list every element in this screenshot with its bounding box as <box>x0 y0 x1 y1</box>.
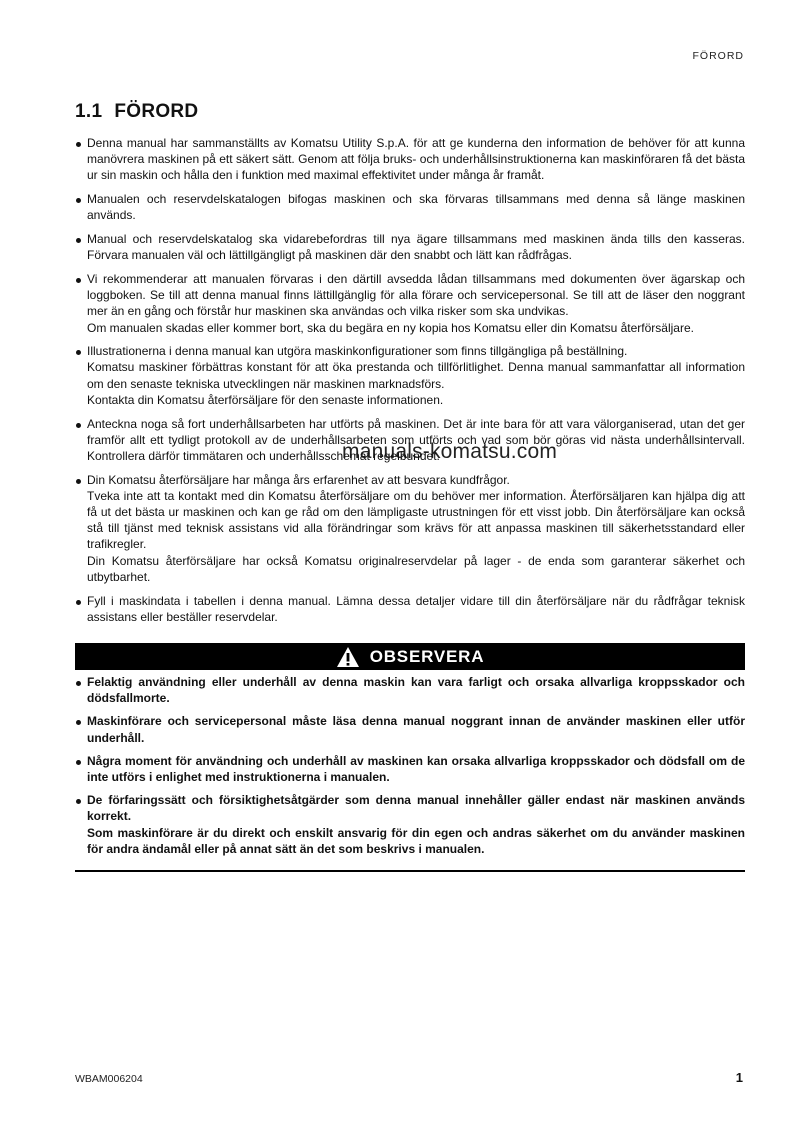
list-item <box>75 472 745 585</box>
paragraph-line: Kontakta din Komatsu återförsäljare för den senaste informationen. <box>87 392 444 407</box>
paragraph-line: Vi rekommenderar att manualen förvaras i den därtill avsedda lådan tillsammans med dokumenten över ägarskap och loggboken. Se till att denna manual finns lättillgänglig för alla förare och servicepersonal. Se till att de läser den noggrant mer än en gång och förstår hur maskinen ska användas och vilka risker som ska undvikas. <box>87 271 745 319</box>
paragraph-line: Tveka inte att ta kontakt med din Komatsu återförsäljare om du behöver mer information. Återförsäljaren kan hjälpa dig att få ut det bästa ur maskinen och kan ge råd om den lämpligaste utrustningen för ett visst jobb. Din återförsäljare kan också stå till tjänst med teknisk assistans vid alla förändringar som krävs för att anpassa maskinen till säkerhetsstandard eller trafikregler. <box>87 488 745 552</box>
section-title-text: FÖRORD <box>114 101 199 122</box>
paragraph-line: Om manualen skadas eller kommer bort, ska du begära en ny kopia hos Komatsu eller din Komatsu återförsäljare. <box>87 320 694 335</box>
watermark: manuals-komatsu.com <box>342 440 558 463</box>
paragraph-line: Denna manual har sammanställts av Komatsu Utility S.p.A. för att ge kunderna den information de behöver för att kunna manövrera maskinen på ett säkert sätt. Genom att följa bruks- och underhållsinstruktionerna kan maskinföraren få det bästa ur sin maskin och hålla den i funktion med maximal effektivitet under många år framåt. <box>87 136 745 183</box>
warning-box <box>75 643 745 872</box>
paragraph-line: Din Komatsu återförsäljare har också Komatsu originalreservdelar på lager - de enda som garanterar säkerhet och utbytbarhet. <box>87 553 745 584</box>
paragraph-line: Fyll i maskindata i tabellen i denna manual. Lämna dessa detaljer vidare till din återförsäljare när du rådfrågar teknisk assistans eller beställer reservdelar. <box>87 593 745 624</box>
list-item <box>75 753 745 785</box>
list-item <box>75 231 745 263</box>
paragraph-line: Din Komatsu återförsäljare har många års erfarenhet av att besvara kundfrågor. <box>87 472 510 487</box>
running-header: FÖRORD <box>692 50 744 62</box>
list-item <box>75 191 745 223</box>
page-title <box>75 101 198 123</box>
paragraph-line: Manual och reservdelskatalog ska vidarebefordras till nya ägare tillsammans med maskinen ända tills den kasseras. Förvara manualen väl och lättillgängligt på maskinen där den snabbt och lätt kan rådfrågas. <box>87 232 745 263</box>
intro-bullet-list <box>75 135 745 625</box>
paragraph-line: De förfaringssätt och försiktighetsåtgärder som denna manual innehåller gäller endast när maskinen används korrekt. <box>87 793 745 824</box>
warning-body <box>75 670 745 872</box>
list-item <box>75 674 745 706</box>
list-item <box>75 593 745 625</box>
paragraph-line: Maskinförare och servicepersonal måste läsa denna manual noggrant innan de använder maskinen eller utför underhåll. <box>87 714 745 745</box>
list-item <box>75 713 745 745</box>
page-number: 1 <box>735 1070 743 1085</box>
paragraph-line: Manualen och reservdelskatalogen bifogas maskinen och ska förvaras tillsammans med denna så länge maskinen används. <box>87 192 745 223</box>
warning-triangle-icon <box>336 646 360 668</box>
document-code: WBAM006204 <box>75 1073 143 1085</box>
list-item <box>75 792 745 857</box>
warning-title: OBSERVERA <box>369 646 485 666</box>
intro-section <box>75 135 745 632</box>
paragraph-line: Komatsu maskiner förbättras konstant för att öka prestanda och tillförlitlighet. Denna manual sammanfattar all information om den senaste tekniska utvecklingen när maskinen marknadsförs. <box>87 360 745 391</box>
paragraph-line: Felaktig användning eller underhåll av denna maskin kan vara farligt och orsaka allvarliga kroppsskador och dödsfallmorte. <box>87 675 745 706</box>
warning-header <box>75 643 745 670</box>
list-item <box>75 343 745 408</box>
section-number: 1.1 <box>75 101 103 122</box>
list-item <box>75 135 745 184</box>
warning-bullet-list <box>75 674 745 857</box>
paragraph-line: Några moment för användning och underhåll av maskinen kan orsaka allvarliga kroppsskador och dödsfall om de inte utförs i enlighet med instruktionerna i manualen. <box>87 753 745 785</box>
paragraph-line: Illustrationerna i denna manual kan utgöra maskinkonfigurationer som finns tillgängliga på beställning. <box>87 344 628 359</box>
paragraph-line: Som maskinförare är du direkt och enskilt ansvarig för din egen och andras säkerhet om du använder maskinen för andra ändamål eller på annat sätt än det som beskrivs i manualen. <box>87 825 745 856</box>
paragraph-line: Anteckna noga så fort underhållsarbeten har utförts på maskinen. Det är inte bara för att vara välorganiserad, utan det ger framför allt ett tydligt protokoll av de underhållsarbeten som utförts och vad som bör göras vid nästa underhållsintervall. Kontrollera därför timmätaren och underhållsschemat regelbundet. <box>87 416 745 463</box>
list-item <box>75 271 745 336</box>
